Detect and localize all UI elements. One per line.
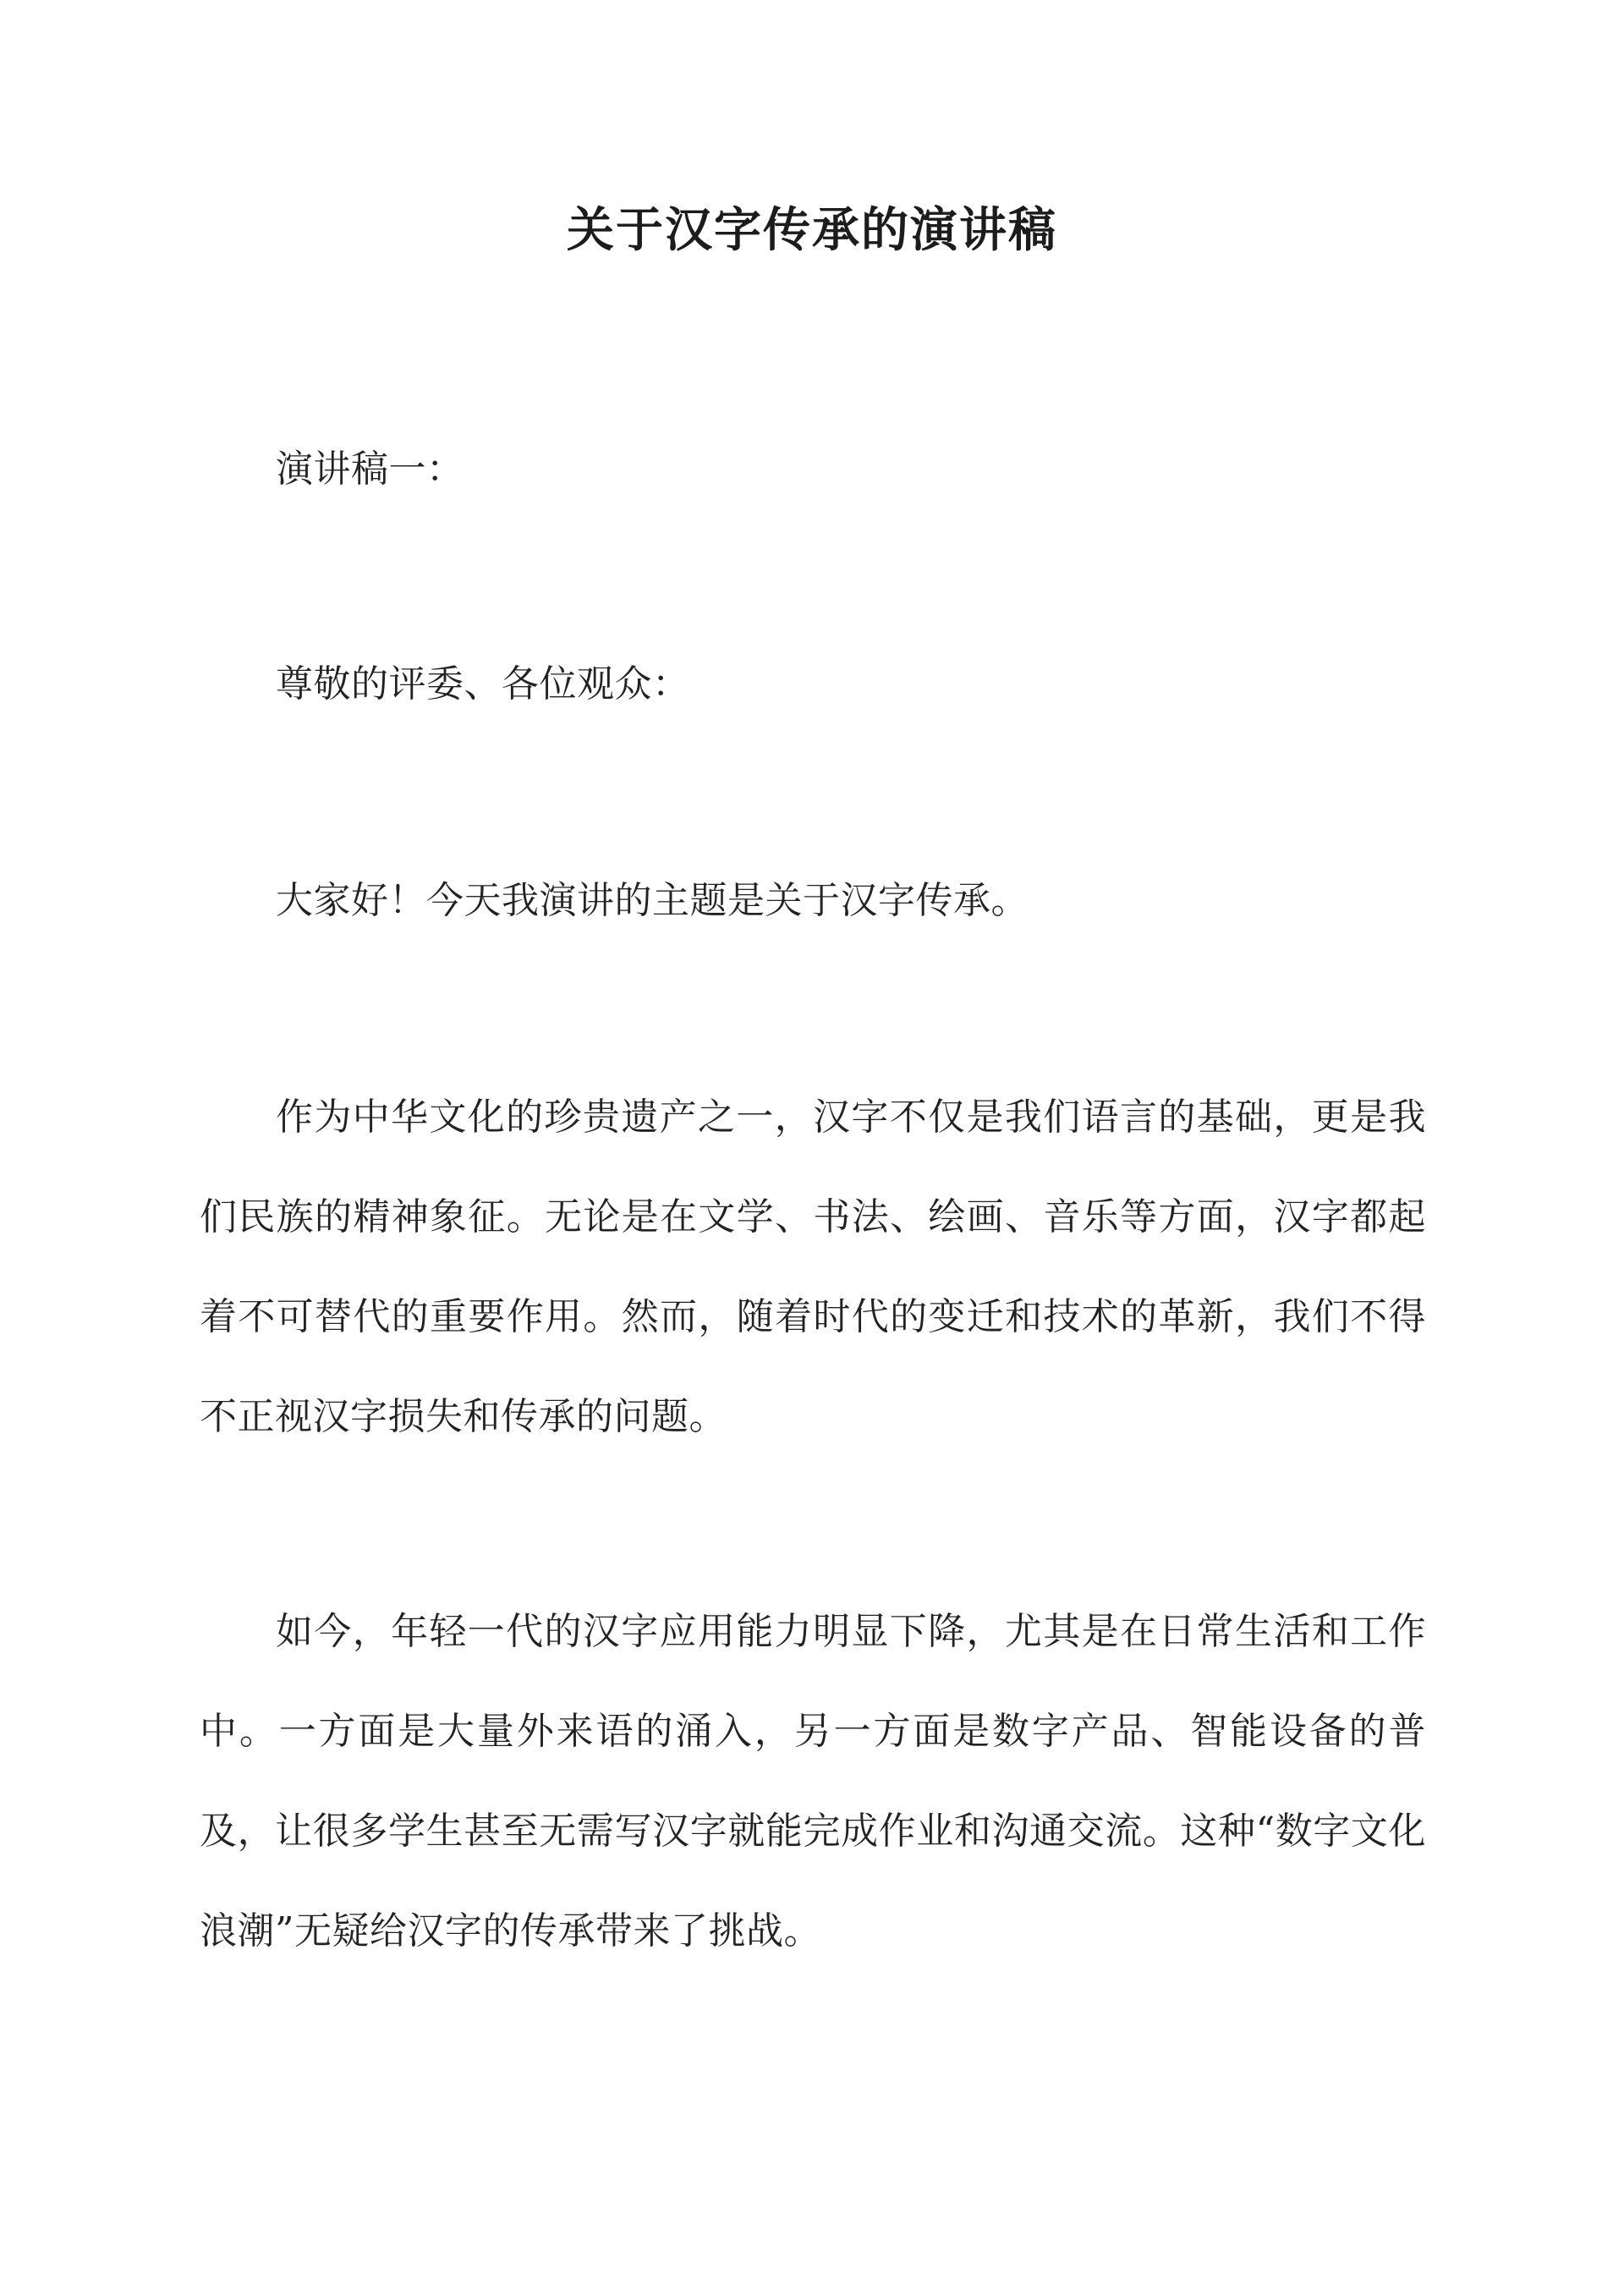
speech-label: 演讲稿一： [276, 448, 464, 491]
body-paragraph-2: 如今，年轻一代的汉字应用能力明显下降，尤其是在日常生活和工作中。一方面是大量外来语的涌入，另一方面是数字产品、智能设备的普及，让很多学生甚至无需写汉字就能完成作业和沟通交流。这种“数字文化浪潮”无疑给汉字的传承带来了挑战。 [200, 1610, 1426, 1953]
salutation: 尊敬的评委、各位观众： [276, 662, 690, 706]
document-title: 关于汉字传承的演讲稿 [567, 202, 1057, 258]
body-paragraph-1: 作为中华文化的珍贵遗产之一，汉字不仅是我们语言的基础，更是我们民族的精神象征。无论是在文学、书法、绘画、音乐等方面，汉字都起着不可替代的重要作用。然而，随着时代的变迁和技术的革新，我们不得不正视汉字损失和传承的问题。 [200, 1096, 1426, 1438]
greeting-paragraph: 大家好！今天我演讲的主题是关于汉字传承。 [276, 879, 1029, 922]
